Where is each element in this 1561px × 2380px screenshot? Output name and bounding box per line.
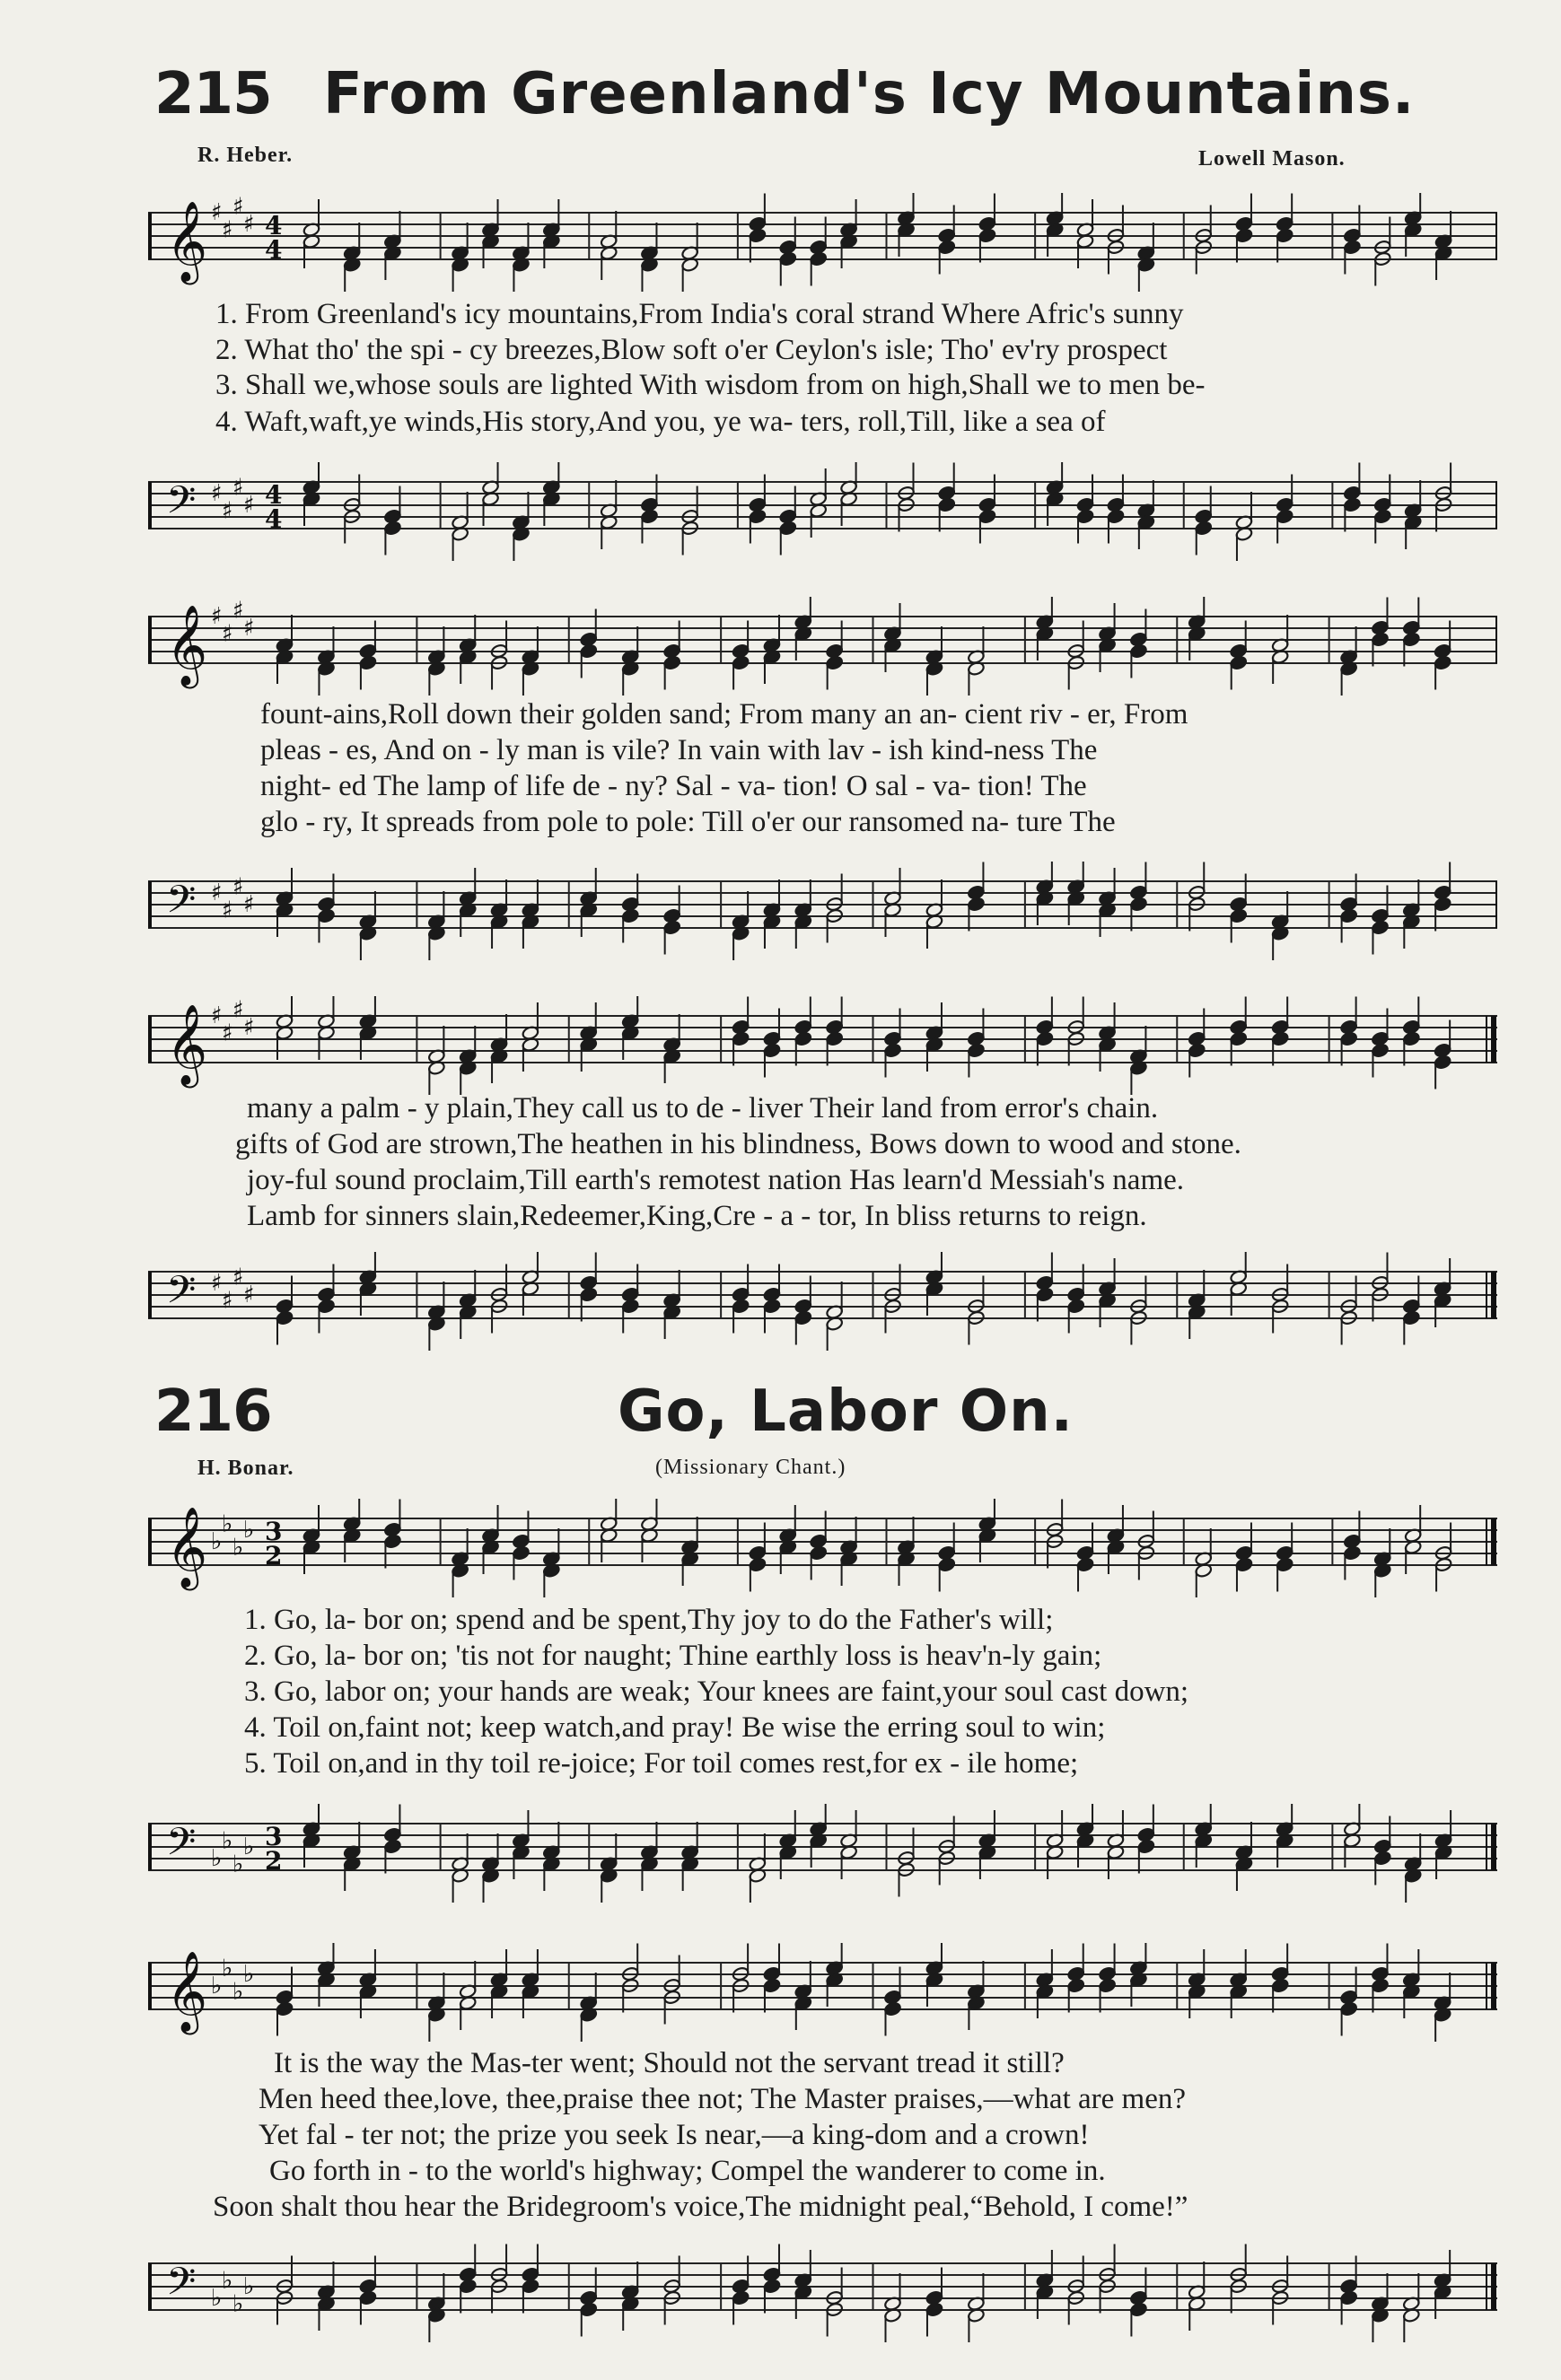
svg-text:♯: ♯ bbox=[211, 1270, 223, 1297]
svg-text:♭: ♭ bbox=[222, 1955, 233, 1982]
svg-text:♯: ♯ bbox=[243, 1014, 255, 1041]
music-credit: Lowell Mason. bbox=[1198, 147, 1346, 171]
svg-text:♯: ♯ bbox=[232, 474, 244, 502]
svg-text:♯: ♯ bbox=[222, 620, 233, 648]
svg-text:𝄞: 𝄞 bbox=[166, 605, 208, 686]
music-staff-bass bbox=[148, 1252, 1499, 1351]
tune-subtitle: (Missionary Chant.) bbox=[655, 1456, 846, 1479]
svg-text:𝄢: 𝄢 bbox=[166, 2260, 197, 2314]
svg-text:♯: ♯ bbox=[211, 1002, 223, 1029]
lyrics-verse-line: 3. Go, labor on; your hands are weak; Your knees are faint,your soul cast down; bbox=[244, 1676, 1189, 1708]
svg-text:♯: ♯ bbox=[232, 597, 244, 625]
music-staff-bass bbox=[148, 2244, 1499, 2342]
svg-text:♯: ♯ bbox=[211, 603, 223, 630]
svg-text:♯: ♯ bbox=[211, 879, 223, 906]
music-staff-treble bbox=[148, 1943, 1499, 2042]
svg-text:♭: ♭ bbox=[222, 2267, 233, 2295]
svg-text:♭: ♭ bbox=[222, 1510, 233, 1538]
lyrics-verse-line: 4. Waft,waft,ye winds,His story,And you, ye wa- ters, roll,Till, like a sea of bbox=[215, 406, 1106, 438]
lyrics-verse-line: many a palm - y plain,They call us to de - liver Their land from error's chain. bbox=[247, 1092, 1159, 1124]
lyrics-verse-line: gifts of God are strown,The heathen in his blindness, Bows down to wood and stone. bbox=[235, 1128, 1241, 1160]
svg-text:♯: ♯ bbox=[243, 891, 255, 918]
hymn-title: From Greenland's Icy Mountains. bbox=[323, 61, 1416, 127]
music-staff-treble bbox=[148, 193, 1499, 292]
svg-text:3: 3 bbox=[265, 1822, 283, 1851]
svg-text:♭: ♭ bbox=[211, 1528, 223, 1555]
svg-text:♭: ♭ bbox=[211, 2285, 223, 2312]
words-credit: R. Heber. bbox=[197, 144, 294, 167]
svg-text:♯: ♯ bbox=[243, 211, 255, 238]
words-credit: H. Bonar. bbox=[197, 1457, 294, 1480]
lyrics-verse-line: Men heed thee,love, thee,praise thee not; The Master praises,—what are men? bbox=[259, 2083, 1186, 2115]
music-staff-treble bbox=[148, 996, 1499, 1095]
svg-text:♭: ♭ bbox=[211, 1845, 223, 1872]
svg-text:4: 4 bbox=[265, 211, 283, 241]
svg-text:𝄞: 𝄞 bbox=[166, 201, 208, 282]
lyrics-verse-line: 1. From Greenland's icy mountains,From India's coral strand Where Afric's sunny bbox=[215, 298, 1184, 330]
lyrics-verse-line: night- ed The lamp of life de - ny? Sal - va- tion! O sal - va- tion! The bbox=[260, 770, 1087, 802]
svg-text:2: 2 bbox=[265, 1846, 283, 1876]
svg-text:♭: ♭ bbox=[243, 1517, 255, 1544]
svg-text:♯: ♯ bbox=[243, 615, 255, 642]
svg-text:♯: ♯ bbox=[243, 492, 255, 519]
svg-text:♭: ♭ bbox=[243, 2273, 255, 2300]
lyrics-verse-line: 4. Toil on,faint not; keep watch,and pray! Be wise the erring soul to win; bbox=[244, 1711, 1106, 1744]
svg-text:♯: ♯ bbox=[222, 1019, 233, 1047]
music-staff-treble bbox=[148, 1499, 1499, 1597]
hymn-number: 215 bbox=[154, 61, 272, 127]
lyrics-verse-line: Go forth in - to the world's highway; Compel the wanderer to come in. bbox=[269, 2155, 1106, 2187]
lyrics-verse-line: fount-ains,Roll down their golden sand; From many an an- cient riv - er, From bbox=[260, 698, 1188, 731]
svg-text:♭: ♭ bbox=[211, 1973, 223, 1999]
svg-text:𝄢: 𝄢 bbox=[166, 878, 197, 932]
lyrics-verse-line: 5. Toil on,and in thy toil re-joice; For toil comes rest,for ex - ile home; bbox=[244, 1747, 1079, 1780]
lyrics-verse-line: pleas - es, And on - ly man is vile? In vain with lav - ish kind-ness The bbox=[260, 734, 1098, 766]
music-staff-bass bbox=[148, 862, 1499, 960]
svg-text:𝄢: 𝄢 bbox=[166, 478, 197, 532]
svg-text:♯: ♯ bbox=[232, 996, 244, 1024]
svg-text:𝄞: 𝄞 bbox=[166, 1507, 208, 1588]
lyrics-verse-line: joy-ful sound proclaim,Till earth's remotest nation Has learn'd Messiah's name. bbox=[247, 1164, 1185, 1196]
svg-text:4: 4 bbox=[265, 480, 283, 510]
svg-text:4: 4 bbox=[265, 235, 283, 265]
svg-text:2: 2 bbox=[265, 1541, 283, 1571]
music-staff-treble bbox=[148, 597, 1499, 696]
lyrics-verse-line: glo - ry, It spreads from pole to pole: Till o'er our ransomed na- ture The bbox=[260, 806, 1116, 838]
hymn-number: 216 bbox=[154, 1378, 272, 1445]
svg-text:♭: ♭ bbox=[232, 1978, 244, 2006]
lyrics-verse-line: 1. Go, la- bor on; spend and be spent,Thy joy to do the Father's will; bbox=[244, 1604, 1054, 1636]
svg-text:4: 4 bbox=[265, 504, 283, 534]
music-staff-bass bbox=[148, 1804, 1499, 1903]
hymn-title: Go, Labor On. bbox=[618, 1378, 1074, 1445]
svg-text:𝄞: 𝄞 bbox=[166, 1951, 208, 2032]
svg-text:𝄢: 𝄢 bbox=[166, 1820, 197, 1874]
svg-text:♭: ♭ bbox=[232, 1851, 244, 1878]
svg-text:♯: ♯ bbox=[211, 480, 223, 507]
svg-text:♯: ♯ bbox=[232, 1264, 244, 1291]
lyrics-verse-line: Soon shalt thou hear the Bridegroom's voice,The midnight peal,“Behold, I come!” bbox=[213, 2191, 1188, 2223]
svg-text:♯: ♯ bbox=[222, 497, 233, 525]
svg-text:♯: ♯ bbox=[243, 1282, 255, 1308]
svg-text:♭: ♭ bbox=[232, 1534, 244, 1562]
lyrics-verse-line: 3. Shall we,whose souls are lighted With wisdom from on high,Shall we to men be- bbox=[215, 369, 1206, 401]
svg-text:♯: ♯ bbox=[222, 897, 233, 924]
svg-text:♯: ♯ bbox=[232, 873, 244, 901]
svg-text:♯: ♯ bbox=[232, 193, 244, 221]
lyrics-verse-line: Lamb for sinners slain,Redeemer,King,Cre - a - tor, In bliss returns to reign. bbox=[247, 1200, 1147, 1232]
svg-text:♭: ♭ bbox=[243, 1833, 255, 1860]
lyrics-verse-line: Yet fal - ter not; the prize you seek Is near,—a king-dom and a crown! bbox=[259, 2119, 1090, 2151]
svg-text:♯: ♯ bbox=[222, 1287, 233, 1315]
music-staff-bass bbox=[148, 462, 1499, 561]
svg-text:♭: ♭ bbox=[222, 1827, 233, 1855]
lyrics-verse-line: It is the way the Mas-ter went; Should not the servant tread it still? bbox=[274, 2047, 1065, 2079]
svg-text:♯: ♯ bbox=[211, 199, 223, 226]
svg-text:♯: ♯ bbox=[222, 216, 233, 244]
svg-text:𝄞: 𝄞 bbox=[166, 1004, 208, 1085]
lyrics-verse-line: 2. Go, la- bor on; 'tis not for naught; Thine earthly loss is heav'n-ly gain; bbox=[244, 1640, 1102, 1672]
svg-text:♭: ♭ bbox=[243, 1961, 255, 1988]
svg-text:♭: ♭ bbox=[232, 2290, 244, 2318]
svg-text:𝄢: 𝄢 bbox=[166, 1268, 197, 1322]
lyrics-verse-line: 2. What tho' the spi - cy breezes,Blow soft o'er Ceylon's isle; Tho' ev'ry prospect bbox=[215, 334, 1168, 366]
svg-text:3: 3 bbox=[265, 1517, 283, 1546]
